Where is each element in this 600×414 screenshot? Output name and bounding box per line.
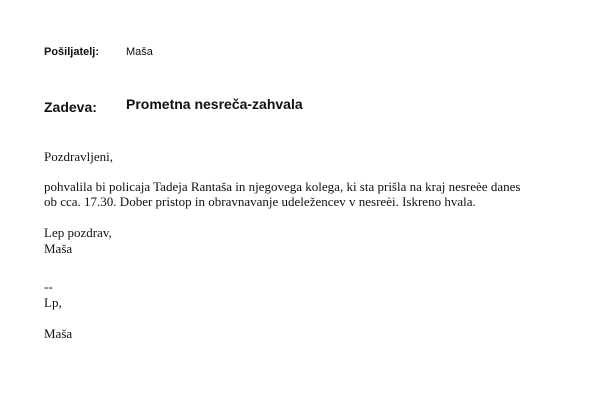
subject-value: Prometna nesreča-zahvala (126, 96, 303, 112)
signature-separator: -- (44, 279, 53, 294)
closing-line-2: Maša (44, 241, 73, 256)
signature-line-2: Maša (44, 326, 73, 341)
closing-line-1: Lep pozdrav, (44, 225, 112, 240)
greeting: Pozdravljeni, (44, 149, 113, 164)
paragraph-line-1: pohvalila bi policaja Tadeja Rantaša in njegovega kolega, ki sta prišla na kraj nesreèe danes (44, 179, 521, 194)
subject-label: Zadeva: (44, 99, 97, 115)
signature-line-1: Lp, (44, 295, 62, 310)
sender-value: Maša (126, 46, 153, 58)
sender-label: Pošiljatelj: (44, 46, 100, 58)
paragraph-line-2: ob cca. 17.30. Dober pristop in obravnavanje udeležencev v nesreèi. Iskreno hvala. (44, 194, 476, 209)
